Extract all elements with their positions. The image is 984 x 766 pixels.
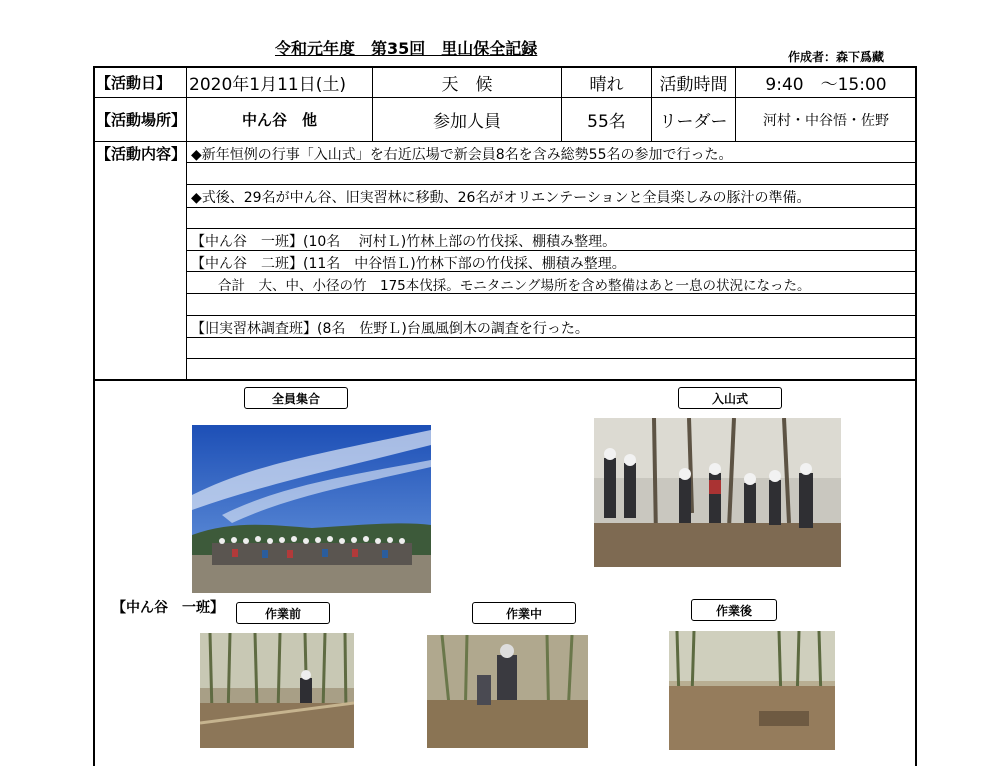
participants-value: 55名 [587,112,626,132]
page-title: 令和元年度 第35回 里山保全記録 [275,39,538,58]
section-divider [93,379,917,381]
content-line: 合計 大、中、小径の竹 175本伐採。モニタニング場所を含め整備はあと一息の状況になった。 [191,278,811,294]
group-label: 【中ん谷 一班】 [112,600,224,616]
content-line-divider [186,207,917,208]
author-label: 作成者：森下爲藏 [788,50,885,64]
place-label: 【活動場所】 [96,111,186,129]
during-photo [427,635,588,748]
content-line: 【中ん谷 二班】(11名 中谷悟Ｌ)竹林下部の竹伐採、棚積み整理。 [191,256,626,272]
caption-assembly: 全員集合 [244,387,348,409]
caption-after: 作業後 [691,599,777,621]
content-line: 【旧実習林調査班】(8名 佐野Ｌ)台風風倒木の調査を行った。 [191,321,589,337]
content-line: 【中ん谷 一班】(10名 河村Ｌ)竹林上部の竹伐採、棚積み整理。 [191,234,617,250]
date-label: 【活動日】 [96,73,172,92]
time-value: 9:40 ～15:00 [765,74,887,95]
weather-label: 天 候 [441,74,493,95]
content-line: ◆新年恒例の行事「入山式」を右近広場で新会員8名を含み総勢55名の参加で行った。 [191,147,733,163]
group-photo-image [192,425,431,593]
content-line-divider [186,228,917,229]
caption-before: 作業前 [236,602,330,624]
time-label: 活動時間 [659,74,728,95]
caption-ceremony: 入山式 [678,387,782,409]
leader-value: 河村・中谷悟・佐野 [763,112,889,129]
before-photo-image [200,633,354,748]
content-line-divider [186,315,917,316]
row-divider [93,141,917,142]
during-photo-image [427,635,588,748]
ceremony-photo-image [594,418,841,567]
content-line-divider [186,358,917,359]
participants-label: 参加人員 [433,112,501,132]
content-line-divider [186,184,917,185]
caption-during: 作業中 [472,602,576,624]
content-line: ◆式後、29名が中ん谷、旧実習林に移動、26名がオリエンテーションと全員楽しみの豚汁の準備。 [191,190,811,206]
leader-label: リーダー [659,112,728,132]
content-label: 【活動内容】 [96,144,186,163]
before-photo [200,633,354,748]
after-photo-image [669,631,835,750]
after-photo [669,631,835,750]
place-value: 中ん谷 他 [241,111,317,129]
date-value: 2020年1月11日(土) [189,74,346,95]
group-photo [192,425,431,593]
weather-value: 晴れ [589,74,624,95]
ceremony-photo [594,418,841,567]
